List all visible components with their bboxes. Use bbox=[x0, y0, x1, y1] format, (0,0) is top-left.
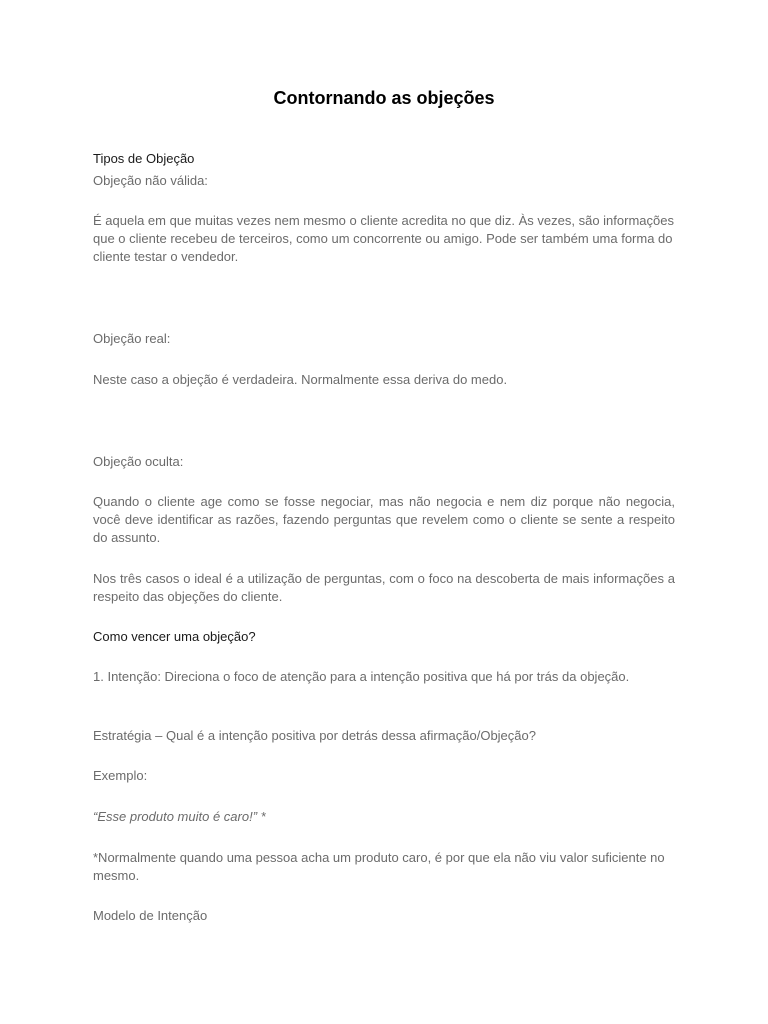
intencao-paragraph: 1. Intenção: Direciona o foco de atenção para a intenção positiva que há por trás da objeção. bbox=[93, 669, 630, 684]
exemplo-quote: “Esse produto muito é caro!” * bbox=[93, 809, 266, 824]
nota-paragraph: *Normalmente quando uma pessoa acha um produto caro, é por que ela não viu valor suficiente no mesmo. bbox=[93, 850, 665, 883]
objecao-oculta-paragraph: Quando o cliente age como se fosse negociar, mas não negocia e nem diz porque não negocia, você deve identificar as razões, fazendo perguntas que revelem como o cliente se sente a respeito do assunto. bbox=[93, 494, 675, 545]
estrategia-paragraph: Estratégia – Qual é a intenção positiva por detrás dessa afirmação/Objeção? bbox=[93, 728, 536, 743]
objecao-real-label: Objeção real: bbox=[93, 331, 171, 346]
modelo-heading: Modelo de Intenção bbox=[93, 908, 208, 923]
tres-casos-paragraph: Nos três casos o ideal é a utilização de perguntas, com o foco na descoberta de mais informações a respeito das objeções do cliente. bbox=[93, 571, 675, 604]
objecao-real-paragraph: Neste caso a objeção é verdadeira. Normalmente essa deriva do medo. bbox=[93, 372, 508, 387]
objecao-nao-valida-paragraph: É aquela em que muitas vezes nem mesmo o cliente acredita no que diz. Às vezes, são informações que o cliente recebeu de terceiros, como um concorrente ou amigo. Pode ser também uma forma do cliente testar o vendedor. bbox=[93, 213, 674, 264]
section-heading-como-vencer: Como vencer uma objeção? bbox=[93, 629, 256, 644]
section-heading-tipos: Tipos de Objeção bbox=[93, 151, 195, 166]
objecao-nao-valida-label: Objeção não válida: bbox=[93, 173, 208, 188]
objecao-oculta-label: Objeção oculta: bbox=[93, 454, 184, 469]
document-title: Contornando as objeções bbox=[273, 88, 495, 108]
exemplo-label: Exemplo: bbox=[93, 768, 148, 783]
